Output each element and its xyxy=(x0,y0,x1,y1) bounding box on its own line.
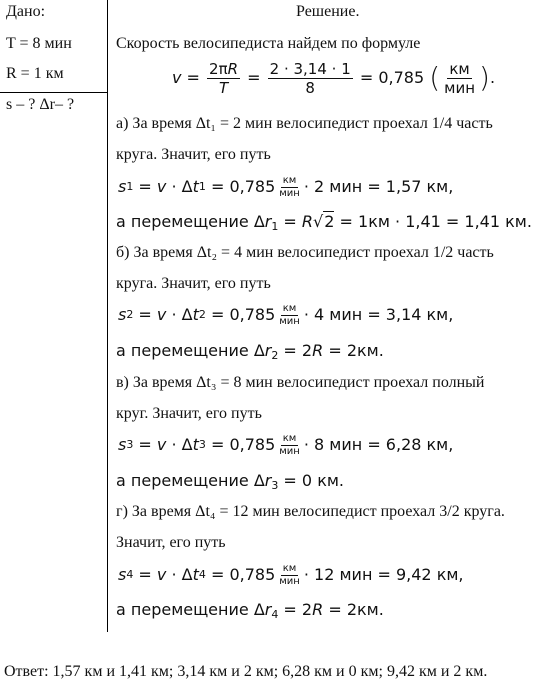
find-line: s – ? Δr– ? xyxy=(6,96,75,113)
part-b-displacement: а перемещение $\Delta r_2 = 2R = 2км$. xyxy=(116,341,384,362)
part-c-line1: в) За время Δt₃ = 8 мин велосипедист проехал полный xyxy=(116,374,485,391)
part-b-path-formula: s 2 = v · Δ t 2 = 0,785 $\frac{км}{\text{мин}}$ · 4 мин = 3,14 км, xyxy=(118,302,454,327)
part-a-line2: круга. Значит, его путь xyxy=(116,146,271,163)
part-c-line2: круг. Значит, его путь xyxy=(116,405,262,422)
answer-line: Ответ: 1,57 км и 1,41 км; 3,14 км и 2 км; 6,28 км и 0 км; 9,42 км и 2 км. xyxy=(4,663,488,680)
part-a-line1: а) За время Δt₁ = 2 мин велосипедист проехал 1/4 часть xyxy=(116,115,493,132)
column-divider xyxy=(107,0,108,632)
part-d-line2: Значит, его путь xyxy=(116,534,226,551)
given-radius: R = 1 км xyxy=(6,65,64,82)
part-d-displacement: а перемещение $\Delta r_4 = 2R = 2км$. xyxy=(116,600,384,621)
part-b-line2: круга. Значит, его путь xyxy=(116,275,271,292)
part-d-line1: г) За время Δt₄ = 12 мин велосипедист проехал 3/2 круга. xyxy=(116,503,505,520)
part-c-path-formula: s 3 = v · Δ t 3 = 0,785 $\frac{км}{\text{мин}}$ · 8 мин = 6,28 км, xyxy=(118,432,454,457)
part-a-path-formula: s 1 = v · Δ t 1 = 0,785 $\frac{км}{\text{мин}}$ · 2 мин = 1,57 км, xyxy=(118,174,454,199)
given-header: Дано: xyxy=(6,3,46,20)
given-period: T = 8 мин xyxy=(6,35,72,52)
given-divider xyxy=(0,92,108,93)
part-a-displacement: а перемещение $\Delta r_1 = R√2 = 1км \cdot 1,41 = 1,41$ км. xyxy=(116,212,532,233)
solution-intro: Скорость велосипедиста найдем по формуле xyxy=(116,35,421,52)
part-d-path-formula: s 4 = v · Δ t 4 = 0,785 $\frac{км}{\text{мин}}$ · 12 мин = 9,42 км, xyxy=(118,562,464,587)
part-c-displacement: а перемещение $\Delta r_3 = 0$ км. xyxy=(116,471,345,492)
part-b-line1: б) За время Δt₂ = 4 мин велосипедист проехал 1/2 часть xyxy=(116,244,494,261)
speed-formula: v = $\frac{2\pi R}{T}$ = $\frac{2 \cdot 3,14 \cdot 1}{8}$ = 0,785 ( $\frac{км}{\text{мин}}$ ) . xyxy=(172,59,496,97)
solution-header: Решение. xyxy=(296,3,360,20)
